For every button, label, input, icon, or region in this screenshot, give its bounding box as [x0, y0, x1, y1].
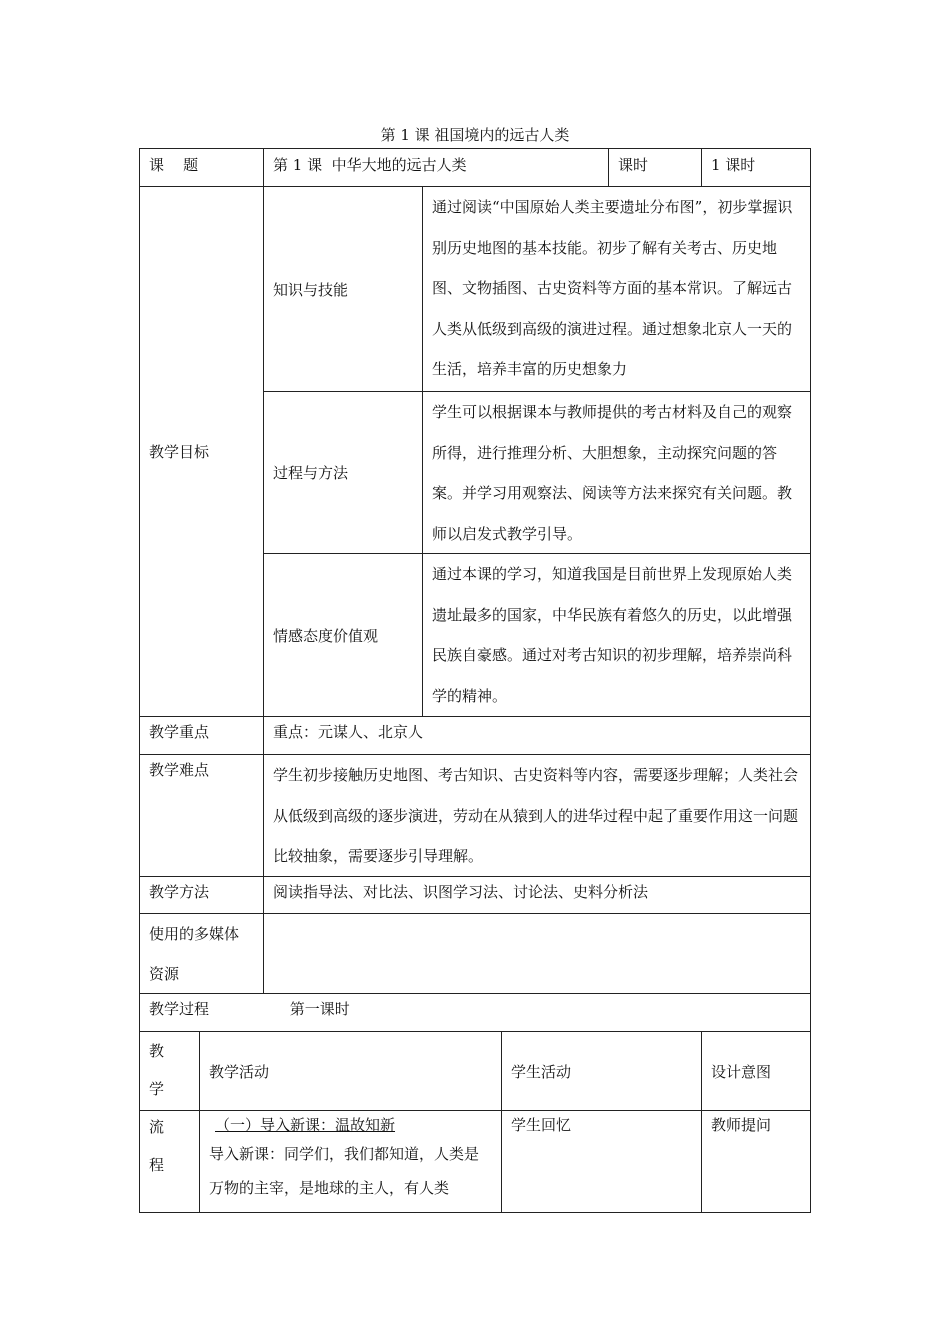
flow-label: 教学流程	[149, 1042, 171, 1174]
key-points-label: 教学重点	[149, 723, 210, 741]
difficulties-value-cell	[263, 754, 811, 877]
difficulties-value: 学生初步接触历史地图、考古知识、古史资料等内容，需要逐步理解；人类社会从低级到高级的逐步演进，劳动在从猿到人的进华过程中起了重要作用这一问题比较抽象，需要逐步引导理解。	[273, 766, 799, 865]
key-points-label-cell	[139, 716, 264, 755]
difficulties-label-cell	[139, 754, 264, 877]
media-value-cell	[263, 913, 811, 994]
methods-label: 教学方法	[149, 883, 210, 901]
objective-knowledge-label: 知识与技能	[273, 280, 349, 299]
flow-empty-cell	[139, 1110, 200, 1213]
topic-label-cell	[139, 148, 264, 187]
teacher-activity-text: 导入新课：同学们，我们都知道，人类是万物的主宰，是地球的主人，有人类	[209, 1145, 480, 1197]
student-activity-cell	[501, 1110, 702, 1213]
process-session: 第一课时	[289, 1000, 350, 1018]
methods-value: 阅读指导法、对比法、识图学习法、讨论法、史料分析法	[273, 883, 649, 901]
media-label-cell	[139, 913, 264, 994]
teacher-activity-cell	[199, 1110, 502, 1213]
design-intent-header-cell	[701, 1031, 811, 1111]
page-title: 第 1 课 祖国境内的远古人类	[380, 126, 570, 144]
hours-value: 1 课时	[711, 156, 756, 174]
objective-knowledge-label-cell	[263, 186, 423, 392]
process-label: 教学过程	[149, 1000, 210, 1018]
key-points-value-cell	[263, 716, 811, 755]
objectives-label-cell	[139, 186, 264, 717]
objective-attitude-label-cell	[263, 553, 423, 717]
process-row-cell	[139, 993, 811, 1032]
objective-process-label: 过程与方法	[273, 464, 349, 482]
objectives-label: 教学目标	[149, 443, 210, 461]
media-label: 使用的多媒体资源	[149, 925, 240, 983]
objective-attitude-text-cell	[422, 553, 811, 717]
methods-label-cell	[139, 876, 264, 914]
objective-process-text-cell	[422, 391, 811, 554]
teacher-activity-header-cell	[199, 1031, 502, 1111]
design-intent-cell	[701, 1110, 811, 1213]
section-heading: （一）导入新课：温故知新	[215, 1116, 396, 1134]
topic-value-cell	[263, 148, 609, 187]
objective-attitude-text: 通过本课的学习，知道我国是目前世界上发现原始人类遗址最多的国家，中华民族有着悠久的历史，以此增强民族自豪感。通过对考古知识的初步理解，培养崇尚科学的精神。	[432, 565, 793, 705]
methods-value-cell	[263, 876, 811, 914]
hours-label-cell	[608, 148, 702, 187]
teacher-activity-header: 教学活动	[209, 1062, 270, 1081]
student-activity-header: 学生活动	[511, 1062, 572, 1081]
objective-attitude-label: 情感态度价值观	[273, 626, 379, 645]
key-points-value: 重点：元谋人、北京人	[273, 723, 424, 741]
student-activity-header-cell	[501, 1031, 702, 1111]
design-intent-header: 设计意图	[711, 1062, 772, 1081]
hours-label: 课时	[618, 156, 649, 174]
objective-knowledge-text-cell	[422, 186, 811, 392]
difficulties-label: 教学难点	[149, 761, 210, 779]
objective-process-label-cell	[263, 391, 423, 554]
objective-process-text: 学生可以根据课本与教师提供的考古材料及自己的观察所得，进行推理分析、大胆想象，主动探究问题的答案。并学习用观察法、阅读等方法来探究有关问题。教师以启发式教学引导。	[432, 403, 793, 543]
flow-label-cell	[139, 1031, 200, 1174]
topic-label: 课 题	[149, 156, 199, 174]
design-intent-text: 教师提问	[711, 1116, 772, 1134]
student-activity-text: 学生回忆	[511, 1116, 572, 1134]
objective-knowledge-text: 通过阅读“中国原始人类主要遗址分布图”，初步掌握识别历史地图的基本技能。初步了解有关考古、历史地图、文物插图、古史资料等方面的基本常识。了解远古人类从低级到高级的演进过程。通过想象北京人一天的生活，培养丰富的历史想象力	[432, 198, 793, 378]
topic-value: 第 1 课 中华大地的远古人类	[273, 156, 467, 174]
hours-value-cell	[701, 148, 811, 187]
